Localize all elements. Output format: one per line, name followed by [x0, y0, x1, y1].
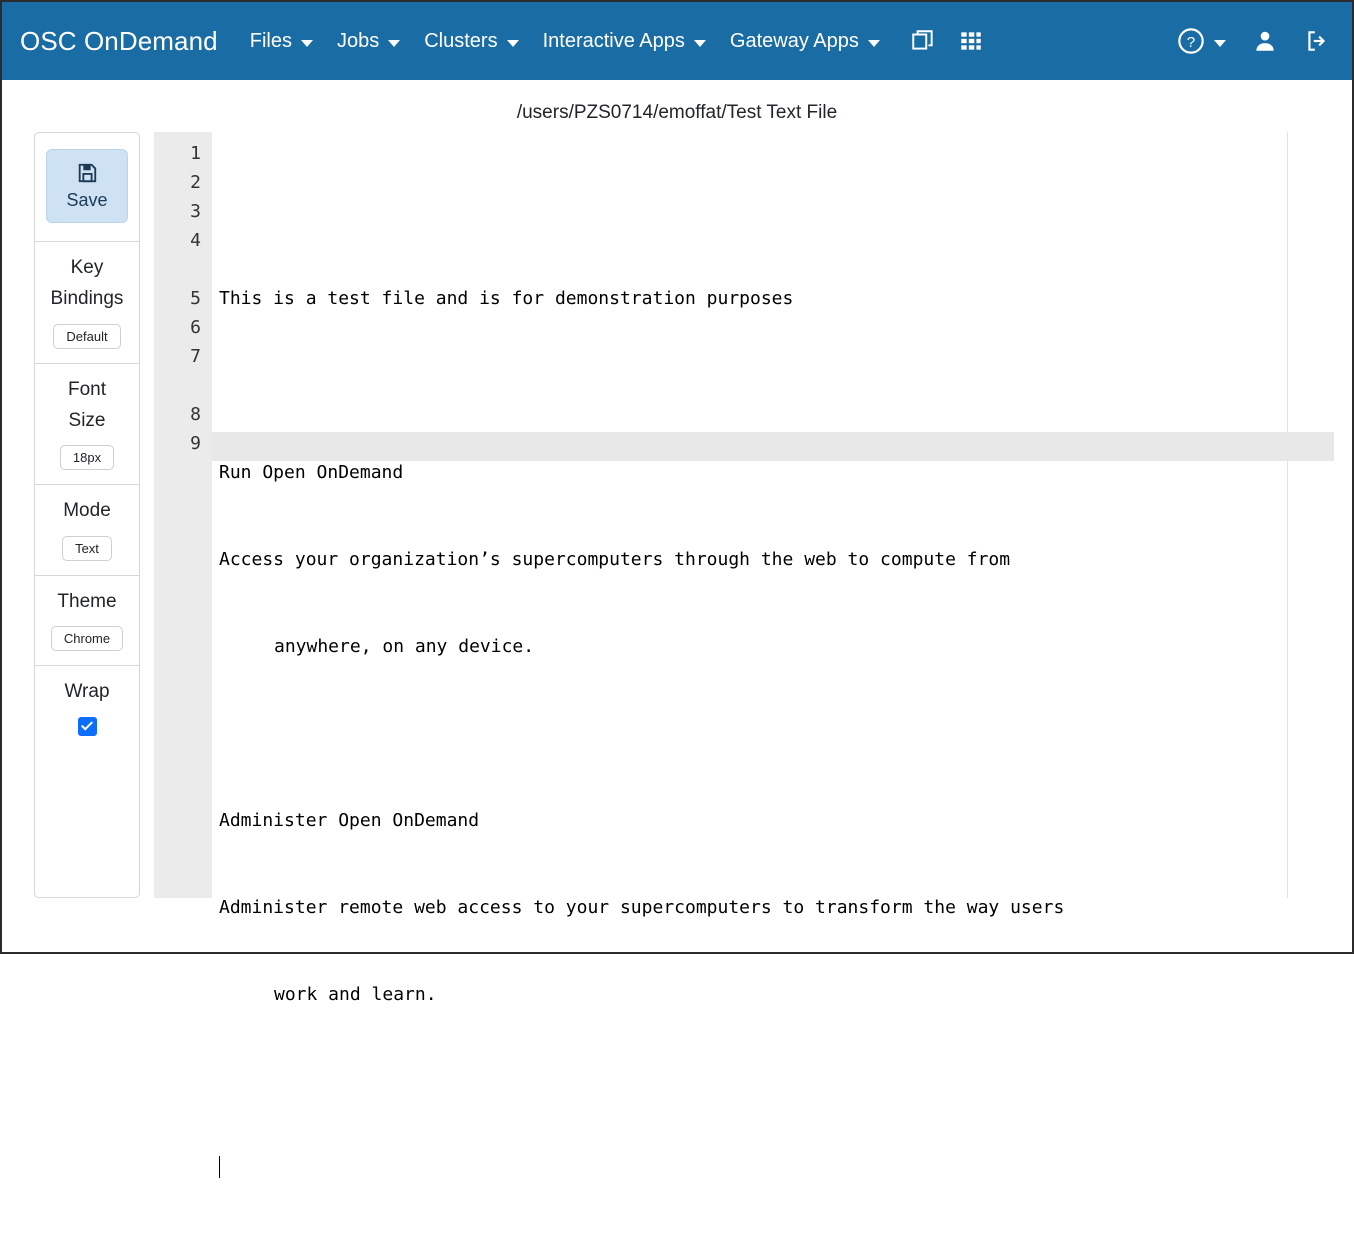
line-number: 4 — [190, 230, 201, 251]
nav-menu-jobs[interactable] — [337, 30, 400, 53]
chevron-down-icon — [1214, 40, 1226, 47]
font-size-label-line1: Font — [67, 378, 107, 400]
save-button-label: Save — [66, 189, 108, 210]
font-size-value[interactable]: 18px — [60, 445, 114, 470]
mode-label: Mode — [63, 500, 111, 522]
sidebar-group-wrap — [35, 666, 139, 838]
code-line — [219, 719, 1334, 748]
theme-label: Theme — [57, 590, 117, 612]
wrap-label: Wrap — [64, 681, 110, 703]
chevron-down-icon — [301, 40, 313, 47]
nav-menu-clusters-label: Clusters — [424, 29, 498, 52]
line-number: 3 — [190, 201, 201, 222]
key-bindings-value[interactable]: Default — [53, 324, 120, 349]
line-number: 8 — [190, 404, 201, 425]
nav-menu-files-label: Files — [249, 29, 292, 52]
line-number: 5 — [190, 288, 201, 309]
wrap-checkbox[interactable] — [78, 717, 97, 736]
line-number: 2 — [190, 172, 201, 193]
logout-icon[interactable] — [1304, 28, 1330, 54]
code-line — [219, 371, 1334, 400]
active-line-highlight — [212, 432, 1334, 461]
nav-menu-clusters[interactable] — [424, 30, 518, 53]
line-number: 9 — [190, 433, 201, 454]
code-line-continuation: anywhere, on any device. — [274, 636, 535, 657]
line-number: 7 — [190, 346, 201, 367]
line-number: 1 — [190, 143, 201, 164]
chevron-down-icon — [388, 40, 400, 47]
nav-menu-gateway-apps-label: Gateway Apps — [729, 29, 859, 52]
chevron-down-icon — [507, 40, 519, 47]
theme-value[interactable]: Chrome — [51, 626, 123, 651]
mode-value[interactable]: Text — [62, 536, 112, 561]
key-bindings-label-line2: Bindings — [50, 288, 124, 310]
save-disk-icon — [76, 162, 98, 184]
code-line — [219, 1067, 1334, 1096]
nav-menu-files[interactable] — [250, 30, 313, 53]
editor-container — [2, 132, 1352, 1005]
sidebar-group-save — [35, 133, 139, 242]
main-navbar — [2, 2, 1352, 80]
code-line: Administer remote web access to your supercomputers to transform the way users — [219, 897, 1065, 918]
nav-menu-interactive-apps-label: Interactive Apps — [542, 29, 685, 52]
user-account-icon[interactable] — [1252, 28, 1278, 54]
copy-windows-icon[interactable] — [910, 28, 936, 54]
nav-menu-interactive-apps[interactable] — [543, 30, 706, 53]
code-line: Administer Open OnDemand — [219, 810, 480, 831]
line-number-gutter — [154, 132, 212, 898]
svg-text:?: ? — [1186, 33, 1196, 51]
code-line: Access your organization’s supercomputers through the web to compute from — [219, 549, 1011, 570]
line-number: 6 — [190, 317, 201, 338]
sidebar-group-mode — [35, 485, 139, 575]
text-editor[interactable] — [154, 132, 1334, 1005]
help-question-icon[interactable] — [1177, 27, 1226, 55]
nav-menu-gateway-apps[interactable] — [730, 30, 880, 53]
navbar-right-group — [1151, 2, 1330, 80]
grid-apps-icon[interactable] — [958, 28, 984, 54]
code-line: Run Open OnDemand — [219, 462, 404, 483]
line-number-wrap-filler — [154, 371, 201, 400]
font-size-label-line2: Size — [68, 410, 106, 432]
sidebar-group-theme — [35, 576, 139, 666]
code-line-continuation: work and learn. — [274, 984, 437, 1005]
code-line-active — [219, 1154, 1334, 1183]
code-content[interactable] — [212, 132, 1334, 1005]
code-line: This is a test file and is for demonstration purposes — [219, 288, 794, 309]
chevron-down-icon — [694, 40, 706, 47]
save-button[interactable] — [46, 149, 128, 223]
file-path-title: /users/PZS0714/emoffat/Test Text File — [516, 102, 838, 123]
sidebar-group-key-bindings — [35, 242, 139, 364]
print-margin-rule — [1287, 132, 1288, 898]
editor-sidebar — [34, 132, 140, 898]
sidebar-group-font-size — [35, 364, 139, 486]
nav-menu-jobs-label: Jobs — [336, 29, 380, 52]
key-bindings-label-line1: Key — [70, 257, 104, 278]
brand-logo[interactable]: OSC OnDemand — [20, 25, 218, 56]
line-number-wrap-filler — [154, 255, 201, 284]
chevron-down-icon — [868, 40, 880, 47]
text-cursor — [219, 1156, 220, 1178]
